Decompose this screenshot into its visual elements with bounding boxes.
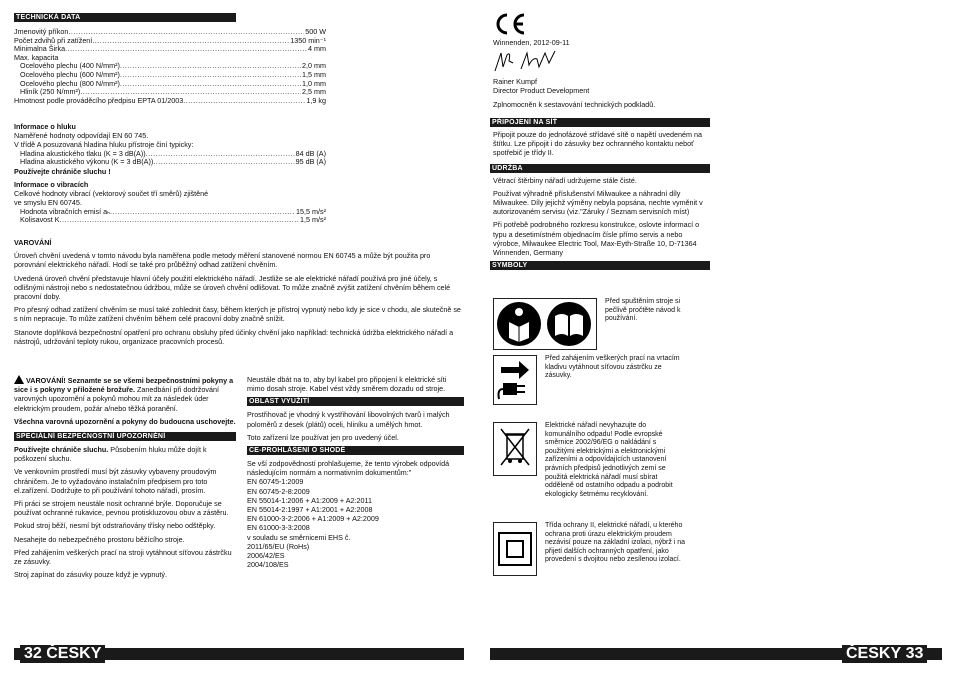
maintenance-paragraph: Při potřebě podrobného rozkresu konstrukce, oslovte informací o typu a desetimístném objednacím čísle přímo servis a nebo výrobce, Milwaukee Electric Tool, Max-Eyth-Straße 10, D-71364 Winnenden, Germany bbox=[493, 220, 700, 258]
maintenance-paragraph: Větrací štěrbiny nářadí udržujeme stále čisté. bbox=[493, 175, 637, 185]
maintenance-heading: ÚDRŽBA bbox=[490, 164, 710, 173]
footer-page-lang bbox=[20, 645, 105, 663]
vibration-line: Celkové hodnoty vibrací (vektorový součet tří směrů) zjištěné bbox=[14, 189, 209, 199]
usage-heading: OBLAST VYUŽITÍ bbox=[247, 397, 464, 406]
weee-bin-icon bbox=[493, 422, 537, 476]
language-label: ČESKY bbox=[46, 645, 102, 662]
symbol-text: Před spuštěním stroje si pečlivě pročtěte návod k používání. bbox=[605, 298, 681, 323]
page-number: 32 bbox=[24, 645, 42, 662]
spec-row: Ocelového plechu (800 N/mm²) ..... 1,0 mm bbox=[14, 80, 326, 89]
signature-image bbox=[493, 47, 693, 77]
noise-protection: Používejte chrániče sluchu ! bbox=[14, 166, 111, 176]
warning-paragraph: Uvedená úroveň chvění představuje hlavní účely použití elektrického nářadí. Jestliže se ale elektrické nářadí používá pro jiné účely, s odlišnými nástroji nebo s nedostatečnou údržbou, může se úroveň chvění odlišovat. To může značně zvýšit zatížení chvěním během celé pracovní doby. bbox=[14, 273, 451, 302]
symbol-row bbox=[493, 422, 687, 499]
ce-directive-item: 2006/42/ES bbox=[247, 551, 285, 561]
authorized-note: Zplnomocněn k sestavování technických podkladů. bbox=[493, 99, 656, 109]
warning-section bbox=[14, 238, 464, 350]
spec-row: Hladina akustického výkonu (K = 3 dB(A)) ..... 95 dB (A) bbox=[14, 158, 326, 167]
tech-data-section bbox=[14, 13, 236, 22]
spec-row: Hladina akustického tlaku (K = 3 dB(A)) ..... 84 dB (A) bbox=[14, 150, 326, 159]
tech-spec-list bbox=[14, 28, 326, 105]
tech-data-heading: TECHNICKÁ DATA bbox=[14, 13, 236, 22]
usage-paragraph: Toto zařízení lze používat jen pro uvedený účel. bbox=[247, 432, 399, 442]
ce-directive: v souladu se směrnicemi EHS č. bbox=[247, 532, 351, 542]
safety-item: Před zahájením veškerých prací na stroji vytáhnout síťovou zástrčku ze zásuvky. bbox=[14, 547, 232, 567]
maintenance-paragraph: Používat výhradně příslušenství Milwaukee a náhradní díly Milwaukee. Díly jejichž výměny nebyla popsána, nechte vyměnit v autorizovaném servisu (viz."Záruky / Seznam servisních míst) bbox=[493, 188, 703, 217]
special-safety-heading: SPECIÁLNÍ BEZPEČNOSTNÍ UPOZORNĚNÍ bbox=[14, 432, 236, 441]
spec-row: Minimalna Širka ..... 4 mm bbox=[14, 45, 326, 54]
unplug-icon bbox=[493, 355, 537, 405]
noise-line: V třídě A posuzovaná hladina hluku přístroje činí typicky: bbox=[14, 140, 194, 150]
spec-row: Jmenovitý příkon ..... 500 W bbox=[14, 28, 326, 37]
ce-norm: EN 61000-3-3:2008 bbox=[247, 523, 310, 533]
vibration-title: Informace o vibracích bbox=[14, 180, 89, 189]
ce-norm: EN 55014-1:2006 + A1:2009 + A2:2011 bbox=[247, 495, 372, 505]
language-label: ČESKY bbox=[846, 645, 902, 662]
safety-item: Pokud stroj běží, nesmí být odstraňovány třísky nebo odštěpky. bbox=[14, 521, 216, 531]
safety-item: Používejte chrániče sluchu. Působením hluku může dojít k poškození sluchu. bbox=[14, 445, 207, 464]
right-text-column bbox=[490, 118, 710, 270]
noise-line: Naměřené hodnoty odpovídají EN 60 745. bbox=[14, 131, 149, 141]
safety-warning: VAROVÁNÍ! Seznamte se se všemi bezpečnostními pokyny a sice i s pokyny v přiložené brožuře. Zanedbání při dodržování varovných upozornění a pokynů mohou mít za následek úder elektrickým proudem, požár a/nebo těžká poranění. bbox=[14, 376, 234, 413]
spec-row: Ocelového plechu (600 N/mm²) ..... 1,5 mm bbox=[14, 71, 326, 80]
spec-row: Hliník (250 N/mm²) ..... 2,5 mm bbox=[14, 88, 326, 97]
signer-role: Director Product Development bbox=[493, 86, 590, 96]
vibration-line: ve smyslu EN 60745. bbox=[14, 198, 82, 208]
symbol-text: Elektrické nářadí nevyhazujte do komunálního odpadu! Podle evropské směrnice 2002/96/EG o nakládání s použitými elektrickými a elektronickými zařízeními a odpovídajících ustanovení právních předpisů jednotlivých zemí se použitá elektrická nářadí musí sbírat odděleně od ostatního odpadu a podrobit ekologicky šetrnému recyklování. bbox=[545, 422, 673, 498]
usage-paragraph: Prostřihovač je vhodný k vystřihování libovolných tvarů i malých poloměrů z desek (plátů) oceli, hliníku a umělých hmot. bbox=[247, 410, 450, 429]
connect-heading: PŘIPOJENÍ NA SÍŤ bbox=[490, 118, 710, 127]
ce-directive-item: 2011/65/EU (RoHs) bbox=[247, 541, 310, 551]
symbol-row bbox=[493, 355, 687, 405]
spec-row: Ocelového plechu (400 N/mm²) ..... 2,0 mm bbox=[14, 62, 326, 71]
warning-triangle-icon bbox=[14, 375, 24, 384]
safety-item: Nesahejte do nebezpečného prostoru běžícího stroje. bbox=[14, 534, 185, 544]
signer-name: Rainer Kumpf bbox=[493, 77, 537, 87]
declaration-block bbox=[493, 12, 693, 109]
noise-title: Informace o hluku bbox=[14, 122, 76, 131]
ce-mark-icon bbox=[493, 12, 693, 38]
middle-section bbox=[247, 375, 464, 569]
symbol-row bbox=[493, 298, 697, 350]
ce-norm: EN 60745-1:2009 bbox=[247, 477, 304, 487]
symbol-text: Třída ochrany II, elektrické nářadí, u kterého ochrana proti úrazu elektrickým proudem nezávisí pouze na základní izolaci, nýbrž i na přijetí dalších ochranných opatření, jako provedení s dvojitou nebo zesílenou izolací. bbox=[545, 522, 686, 564]
place-date: Winnenden, 2012-09-11 bbox=[493, 38, 570, 47]
page-number: 33 bbox=[905, 645, 924, 662]
safety-item: Při práci se strojem neustále nosit ochranné brýle. Doporučuje se používat ochranné rukavice, pevnou protiskluzovou obuv a zástěru. bbox=[14, 499, 229, 518]
capacity-label: Max. kapacita bbox=[14, 52, 59, 62]
spec-row: Hmotnost podle prováděcího předpisu EPTA 01/2003 ..... 1,9 kg bbox=[14, 97, 326, 106]
footer-page-lang bbox=[842, 645, 927, 663]
ce-intro: Se vší zodpovědností prohlašujeme, že tento výrobek odpovídá následujícím normám a normativním dokumentům:" bbox=[247, 459, 450, 478]
class-ii-icon bbox=[493, 522, 537, 576]
symbol-row bbox=[493, 522, 687, 576]
read-manual-icon bbox=[493, 298, 597, 350]
spec-row: Hodnota vibračních emisí aₕ ..... 15,5 m/s² bbox=[14, 208, 326, 217]
cable-note: Neustále dbát na to, aby byl kabel pro připojení k elektrické síti mimo dosah stroje. Kabel vést vždy směrem dozadu od stroje. bbox=[247, 375, 447, 394]
safety-item: Ve venkovním prostředí musí být zásuvky vybaveny proudovým chráničem. Je to vyžadováno instalačním předpisem pro toto el.zařízení. Dodržujte to při používání tohoto nářadí, prosím. bbox=[14, 467, 217, 495]
ce-norm: EN 60745-2-8:2009 bbox=[247, 486, 310, 496]
spec-row: Kolisavost K ..... 1,5 m/s² bbox=[14, 216, 326, 225]
ce-directive-item: 2004/108/ES bbox=[247, 560, 289, 570]
symbols-heading: SYMBOLY bbox=[490, 261, 710, 270]
warning-paragraph: Stanovte doplňková bezpečnostní opatření pro ochranu obsluhy před účinky chvění jako například: technická údržba elektrického nářadí a nástrojů, udržování teploty rukou, organizace pracovních procesů. bbox=[14, 327, 454, 346]
warning-title: VAROVÁNÍ bbox=[14, 238, 52, 247]
safety-item: Stroj zapínat do zásuvky pouze když je vypnutý. bbox=[14, 570, 168, 580]
ce-norm: EN 61000-3-2:2006 + A1:2009 + A2:2009 bbox=[247, 514, 379, 524]
ce-norm: EN 55014-2:1997 + A1:2001 + A2:2008 bbox=[247, 505, 373, 515]
safety-keep: Všechna varovná upozornění a pokyny do budoucna uschovejte. bbox=[14, 416, 236, 426]
connect-text: Připojit pouze do jednofázové střídavé sítě o napětí uvedeném na štítku. Lze připojit i do zásuvky bez ochranného kontaktu neboť spotřebič je třídy II. bbox=[493, 130, 702, 158]
safety-section bbox=[14, 375, 236, 583]
noise-section bbox=[14, 122, 326, 176]
ce-heading: CE-PROHLÁŠENÍ O SHODĚ bbox=[247, 446, 464, 455]
spec-row: Počet zdvihů při zatížení ..... 1350 min⁻¹ bbox=[14, 37, 326, 46]
symbol-text: Před zahájením veškerých prací na vrtacím kladivu vytáhnout síťovou zástrčku ze zásuvky. bbox=[545, 355, 680, 380]
vibration-section bbox=[14, 180, 326, 225]
warning-paragraph: Úroveň chvění uvedená v tomto návodu byla naměřena podle metody měření stanovené normou EN 60745 a může být použita pro porovnání elektrického nářadí. Hodí se také pro průběžný odhad zatížení chvěním. bbox=[14, 251, 431, 270]
warning-paragraph: Pro přesný odhad zatížení chvěním se musí také zohlednit časy, během kterých je přístroj vypnutý nebo kdy je sice v chodu, ale skutečně se s ním nepracuje. To může zatížení chvěním během celé pracovní doby značně snížit. bbox=[14, 305, 461, 324]
